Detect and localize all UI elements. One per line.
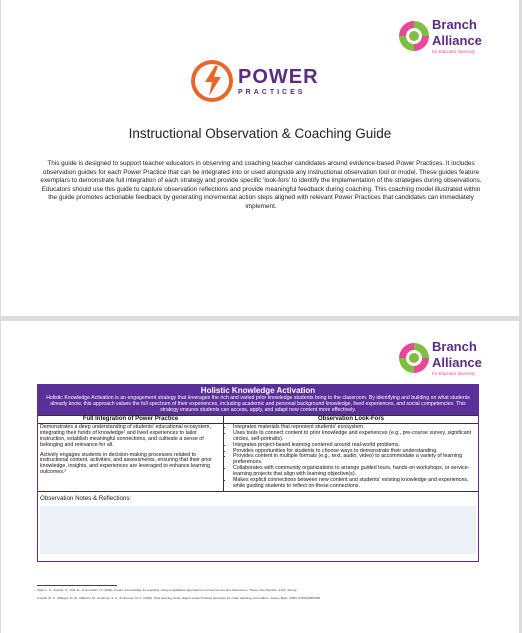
practice-card: [37, 384, 479, 562]
document-page-2: [1, 321, 519, 633]
notes-label: Observation Notes & Reflections:: [40, 494, 132, 502]
practice-description: Holistic Knowledge Activation is an engagement strategy that leverages the rich and varied prior knowledge students bring to the classroom. By identifying and building on what students already know, this approach values the full spectrum of their experiences, including academic and personal background knowledge, lived experiences, and social competencies. This strategy ensures students can access, apply, and adapt new content more effectively.: [46, 395, 470, 413]
document-page-1: [1, 0, 519, 316]
notes-field[interactable]: [40, 506, 476, 554]
look-fors-list: [224, 425, 478, 490]
page-title: Instructional Observation & Coaching Guide: [128, 126, 392, 141]
brand-tagline: for Educator Diversity: [432, 371, 476, 376]
footnote-1: ¹Moll, L. C., Amanti, C., Neff, D., & Gonzalez, N. (1992). Funds of knowledge for teaching: Using a qualitative approach to connect homes and classrooms. Theory Into Practice, 31(2), Spring.: [37, 588, 298, 592]
branch-alliance-emblem-icon: [399, 343, 429, 373]
look-for-item: • Provides opportunities for students to choose ways to demonstrate their understanding.: [233, 449, 478, 455]
brand-line1: Branch: [432, 17, 477, 32]
intro-paragraph: This guide is designed to support teacher educators in observing and coaching teacher candidates around evidence-based Power Practices. It includes observation guides for each Power Practice that can be integrated into or used alongside any instructional observation tool or model. These guides feature exemplars to demonstrate full integration of each strategy and provide specific 'look-fors' to identify the implementation of the strategies during observations. Educators should use this guide to capture observation reflections and provide meaningful feedback during coaching. This coaching model illustrated within the guide promotes actionable feedback by generating incremental action steps aligned with relevant Power Practices that candidates can immediately implement.: [40, 160, 482, 210]
brand-line2: Alliance: [432, 355, 482, 370]
lightning-bolt-icon: [191, 60, 233, 102]
full-integration-column: [38, 416, 224, 491]
full-integration-header: Full Integration of Power Practice: [38, 416, 223, 424]
look-fors-header: Observation Look-Fors: [224, 416, 478, 424]
look-for-item: • Uses tools to connect content to prior knowledge and experiences (e.g., pre-course survey, significant circles, self-portraits).: [233, 431, 478, 443]
practice-card-header: [38, 385, 478, 415]
look-for-item: • Provides content in multiple formats (e.g., text, audio, video) to accommodate a variety of learning preferences.: [233, 454, 478, 466]
brand-tagline: for Educator Diversity: [432, 49, 476, 54]
look-for-item: • Integrates materials that represent students' ecosystem.: [233, 425, 478, 431]
power-word: POWER: [238, 65, 319, 88]
practices-word: PRACTICES: [238, 88, 306, 96]
brand-line2: Alliance: [432, 33, 482, 48]
look-for-item: • Integrates project-based learning centered around real-world problems.: [233, 443, 478, 449]
branch-alliance-logo: [399, 339, 482, 377]
footnote-2: ²Lowell, M. C., Bridges, M. W., DiPietro, M., Ambrose, S. A., & Norman, M. K. (2023). How learning works: Eight research-based principles for smart teaching, 2nd edition. Jossey-Bass. ISBN: 9781119861690: [37, 596, 321, 600]
power-practices-logo: [191, 60, 319, 102]
look-fors-column: [224, 416, 478, 491]
look-for-item: • Collaborates with community organizations to arrange guided tours, hands-on workshops, or service-learning projects that align with learning objective(s).: [233, 466, 478, 478]
look-for-item: • Makes explicit connections between new content and students' existing knowledge and experiences, while guiding students to reflect on these connections.: [233, 478, 478, 490]
branch-alliance-logo: [399, 17, 482, 55]
branch-alliance-emblem-icon: [399, 21, 429, 51]
observation-notes-section: [38, 491, 478, 561]
footnote-divider: [37, 585, 117, 586]
practice-title: Holistic Knowledge Activation: [200, 386, 316, 395]
integration-paragraph: Demonstrates a deep understanding of students' educational ecosystem, integrating their funds of knowledge¹ and lived experiences to tailor instruction, establish meaningful connections, and cultivate a sense of belonging and relevance for all.: [40, 423, 211, 448]
brand-line1: Branch: [432, 339, 477, 354]
integration-paragraph: Actively engages students in decision-making processes related to instructional content, activities, and assessments, ensuring that their prior knowledge, insights, and experiences are leveraged to enhance learning outcomes.²: [40, 451, 212, 476]
